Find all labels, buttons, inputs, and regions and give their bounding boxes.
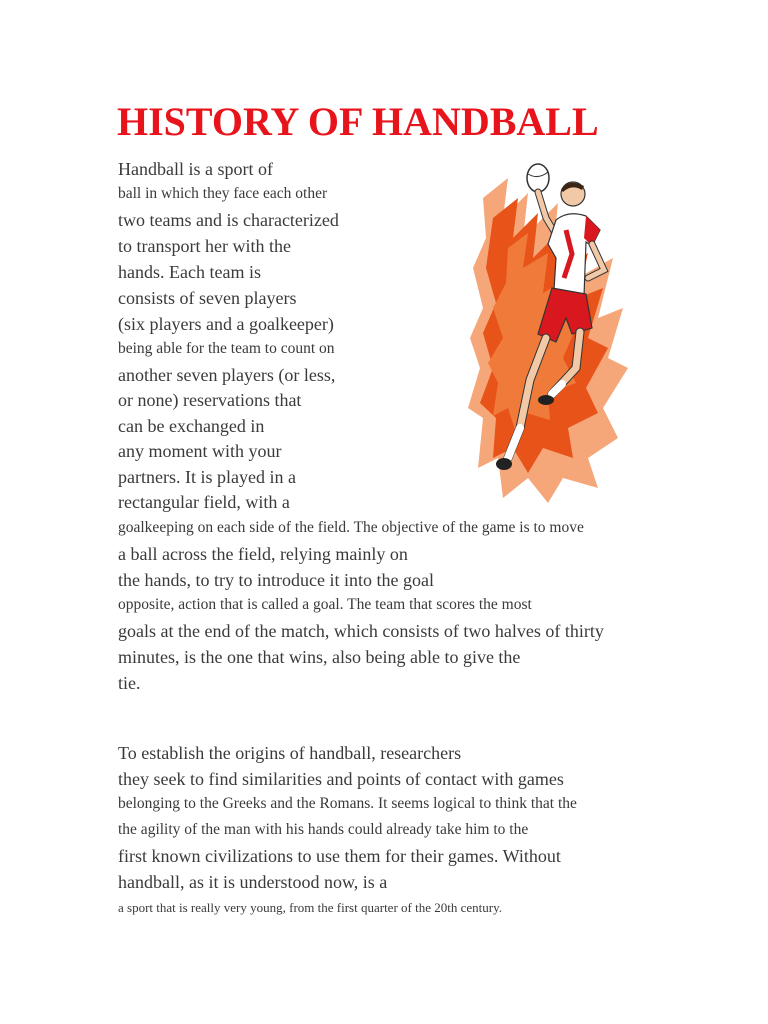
text-line: ball in which they face each other bbox=[118, 185, 328, 202]
text-line: To establish the origins of handball, researchers bbox=[118, 743, 462, 763]
text-line: any moment with your bbox=[118, 441, 282, 461]
text-line: goals at the end of the match, which consists of two halves of thirty bbox=[118, 621, 604, 641]
text-line: goalkeeping on each side of the field. The objective of the game is to move bbox=[118, 519, 584, 536]
text-line: consists of seven players bbox=[118, 288, 297, 308]
text-line: hands. Each team is bbox=[118, 262, 261, 282]
handball-player-icon bbox=[468, 158, 633, 510]
text-line: to transport her with the bbox=[118, 236, 291, 256]
text-line: minutes, is the one that wins, also being able to give the bbox=[118, 647, 521, 667]
page-title: HISTORY OF HANDBALL bbox=[117, 99, 599, 144]
text-line: a sport that is really very young, from the first quarter of the 20th century. bbox=[118, 900, 502, 915]
ball-icon bbox=[527, 164, 549, 192]
text-line: or none) reservations that bbox=[118, 390, 302, 410]
text-line: two teams and is characterized bbox=[118, 210, 339, 230]
text-line: a ball across the field, relying mainly on bbox=[118, 544, 408, 564]
text-line: tie. bbox=[118, 673, 141, 693]
text-line: another seven players (or less, bbox=[118, 365, 336, 385]
text-line: belonging to the Greeks and the Romans. It seems logical to think that the bbox=[118, 795, 577, 812]
text-line: they seek to find similarities and points of contact with games bbox=[118, 769, 564, 789]
text-line: the hands, to try to introduce it into the goal bbox=[118, 570, 434, 590]
text-line: can be exchanged in bbox=[118, 416, 265, 436]
text-line: first known civilizations to use them for their games. Without bbox=[118, 846, 561, 866]
text-line: (six players and a goalkeeper) bbox=[118, 314, 334, 334]
text-line: rectangular field, with a bbox=[118, 492, 290, 512]
text-line: being able for the team to count on bbox=[118, 340, 335, 357]
text-line: handball, as it is understood now, is a bbox=[118, 872, 388, 892]
text-line: partners. It is played in a bbox=[118, 467, 296, 487]
text-line: opposite, action that is called a goal. The team that scores the most bbox=[118, 596, 532, 613]
text-line: the agility of the man with his hands could already take him to the bbox=[118, 821, 529, 838]
text-line: Handball is a sport of bbox=[118, 159, 273, 179]
